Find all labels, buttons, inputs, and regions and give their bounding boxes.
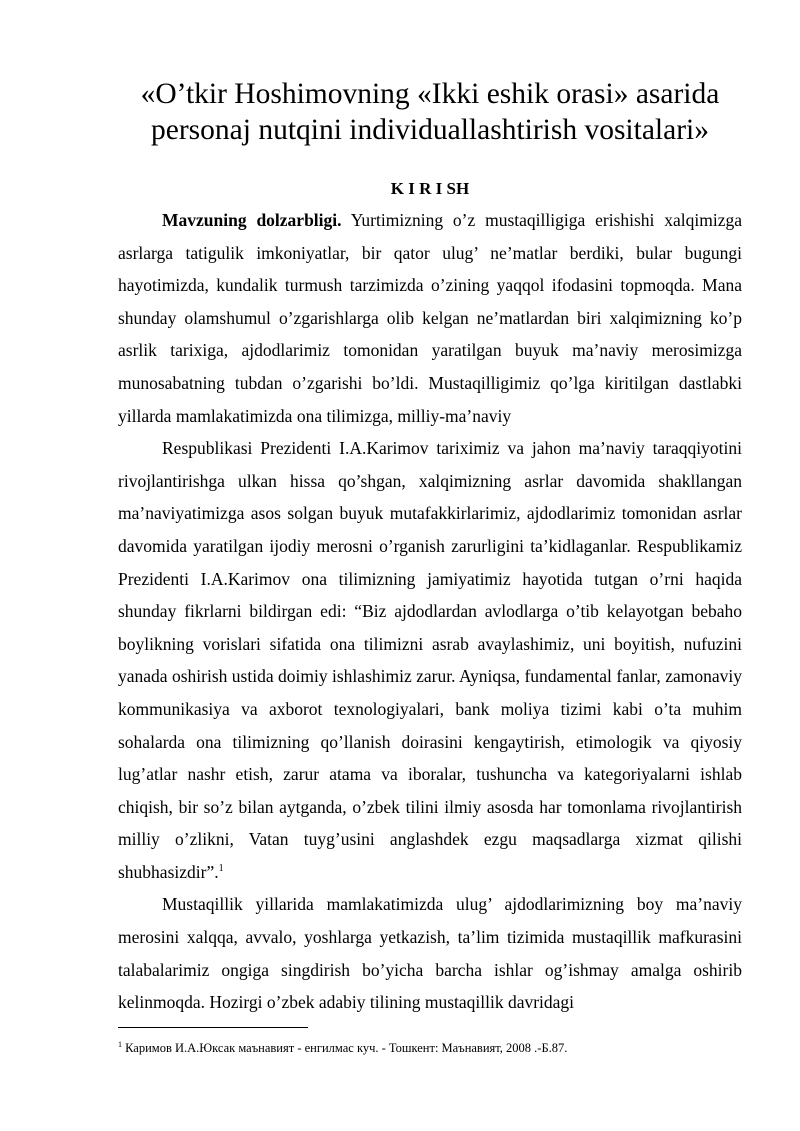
paragraph-3-text: Mustaqillik yillarida mamlakatimizda ulug’ ajdodlarimizning boy ma’naviy merosini xalqqa, avvalo, yoshlarga yetkazish, ta’lim tizimida mustaqillik mafkurasini talabalarimiz ongiga singdirish bo’yicha barcha ishlar og’ishmay amalga oshirib kelinmoqda. Hozirgi o’zbek adabiy tilining mustaqillik davridagi bbox=[118, 894, 742, 1013]
footnote-separator bbox=[118, 1027, 308, 1028]
footnote bbox=[118, 1037, 742, 1056]
footnote-mark: 1 bbox=[118, 1040, 122, 1049]
footnote-text: Каримов И.А.Юксак маънавият - енгилмас куч. - Тошкент: Маънавият, 2008 .-Б.87. bbox=[122, 1041, 568, 1056]
paragraph-2-text: Respublikasi Prezidenti I.A.Karimov tariximiz va jahon ma’naviy taraqqiyotini rivojlantirishga ulkan hissa qo’shgan, xalqimizning asrlar davomida shakllangan ma’naviyatimizga asos solgan buyuk mutafakkirlarimiz, ajdodlarimiz tomonidan asrlar davomida yaratilgan ijodiy merosni o’rganish zarurligini ta’kidlaganlar. Respublikamiz Prezidenti I.A.Karimov ona tilimizning jamiyatimiz hayotida tutgan o’rni haqida shunday fikrlarni bildirgan edi: “Biz ajdodlardan avlodlarga o’tib kelayotgan bebaho boylikning vorislari sifatida ona tilimizni asrab avaylashimiz, uni boyitish, nufuzini yanada oshirish ustida doimiy ishlashimiz zarur. Ayniqsa, fundamental fanlar, zamonaviy kommunikasiya va axborot texnologiyalari, bank moliya tizimi kabi o’ta muhim sohalarda ona tilimizning qo’llanish doirasini kengaytirish, etimologik va qiyosiy lug’atlar nashr etish, zarur atama va iboralar, tushuncha va kategoriyalarni ishlab chiqish, bir so’z bilan aytganda, o’zbek tilini ilmiy asosda har tomonlama rivojlantirish milliy o’zlikni, Vatan tuyg’usini anglashdek ezgu maqsadlarga xizmat qilishi shubhasizdir”. bbox=[118, 438, 742, 882]
body-text bbox=[118, 204, 742, 1019]
footnote-reference[interactable]: 1 bbox=[218, 863, 224, 875]
title-line-2: personaj nutqini individuallashtirish vositalari» bbox=[151, 114, 709, 146]
paragraph-1 bbox=[118, 204, 742, 432]
paragraph-3 bbox=[118, 888, 742, 1018]
title-line-1: «O’tkir Hoshimovning «Ikki eshik orasi» asarida bbox=[140, 78, 720, 110]
page-title bbox=[100, 76, 760, 148]
paragraph-1-lead: Mavzuning dolzarbligi. bbox=[162, 210, 342, 230]
paragraph-2 bbox=[118, 432, 742, 888]
paragraph-1-text: Yurtimizning o’z mustaqilligiga erishishi xalqimizga asrlarga tatigulik imkoniyatlar, bir qator ulug’ ne’matlar berdiki, bular bugungi hayotimizda, kundalik turmush tarzimizda o’zining yaqqol ifodasini topmoqda. Mana shunday olamshumul o’zgarishlarga olib kelgan ne’matlardan biri xalqimizning ko’p asrlik tarixiga, ajdodlarimiz tomonidan yaratilgan buyuk ma’naviy merosimizga munosabatning tubdan o’zgarishi bo’ldi. Mustaqilligimiz qo’lga kiritilgan dastlabki yillarda mamlakatimizda ona tilimizga, milliy-ma’naviy bbox=[118, 210, 743, 426]
section-heading: K I R I SH bbox=[390, 179, 470, 198]
